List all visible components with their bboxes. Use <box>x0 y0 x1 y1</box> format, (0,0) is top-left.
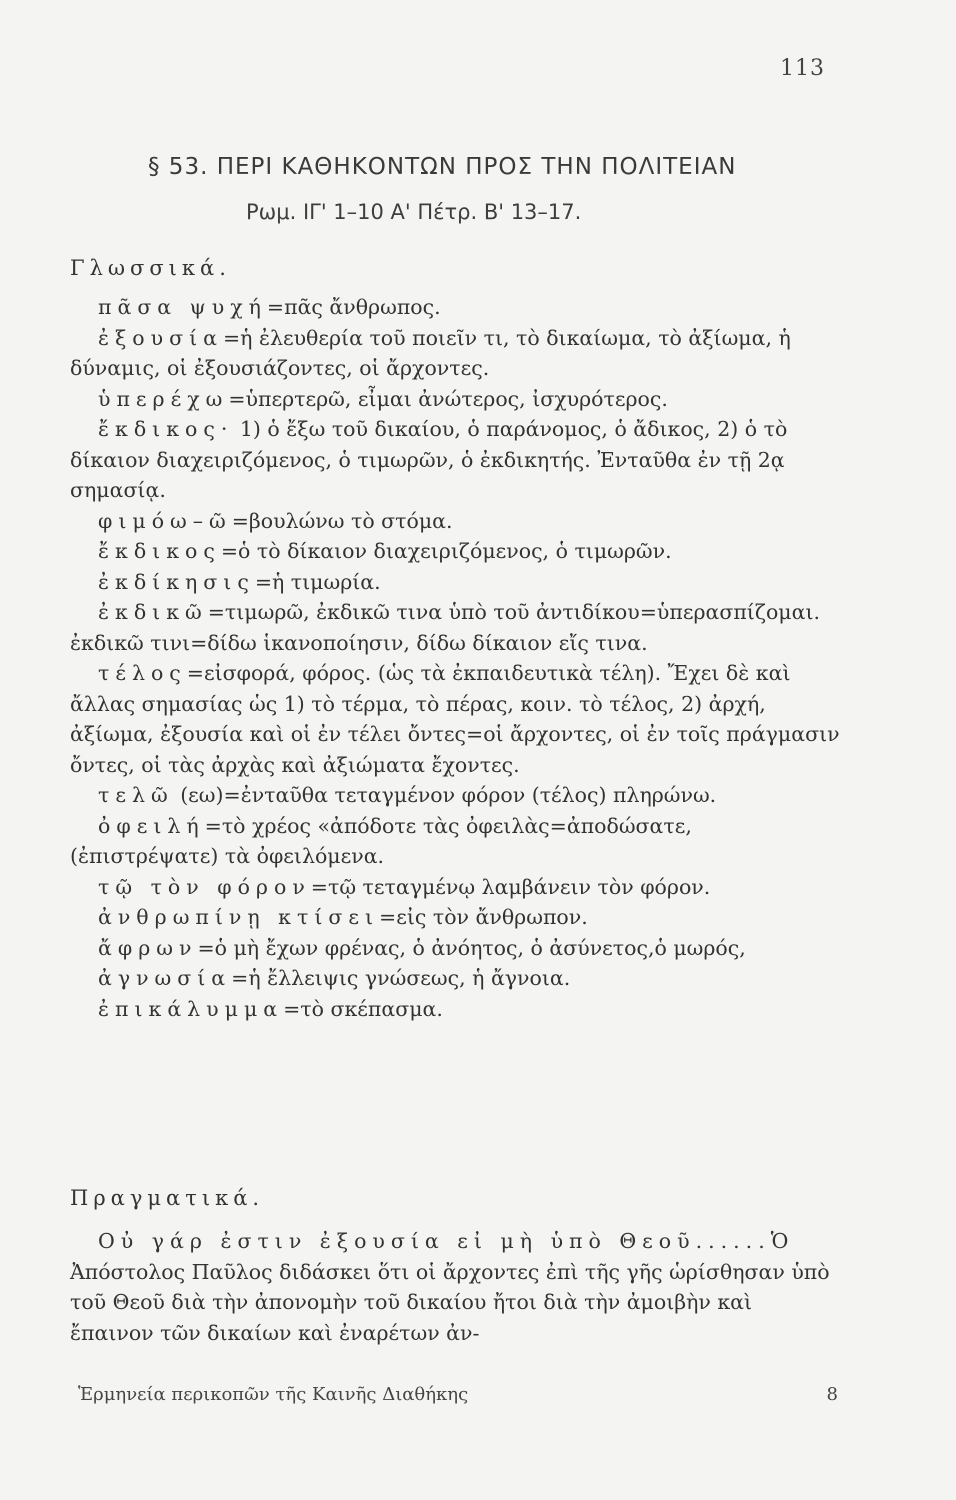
glossary-entry <box>70 933 840 964</box>
page-footer <box>78 1384 838 1405</box>
paragraph-body: Ὁ Ἀπόστολος Παῦλος διδάσκει ὅτι οἱ ἄρχοντες ἐπὶ τῆς γῆς ὡρίσθησαν ὑπὸ τοῦ Θεοῦ διὰ τὴν ἀπονομὴν τοῦ δικαίου ἤτοι διὰ τὴν ἀμοιβὴν καὶ ἔπαινον τῶν δικαίων καὶ ἐναρέτων ἀν- <box>70 1229 830 1345</box>
glossary-definition: =εἰς τὸν ἄνθρωπον. <box>379 905 588 929</box>
glossary-term: πᾶσα ψυχή <box>98 295 267 319</box>
glossary-definition: 1) ὁ ἔξω τοῦ δικαίου, ὁ παράνομος, ὁ ἄδικος, 2) ὁ τὸ δίκαιον διαχειριζόμενος, ὁ τιμωρῶν, ὁ ἐκδικητής. Ἐνταῦθα ἐν τῇ 2ᾳ σημασίᾳ. <box>70 417 788 502</box>
glossary-entry <box>70 872 840 903</box>
glossary-entry <box>70 994 840 1025</box>
glossary-definition: =βουλώνω τὸ στόμα. <box>231 508 453 533</box>
glossary-entry <box>70 658 840 780</box>
glossary-term: τέλος <box>98 661 187 685</box>
glossary-entry <box>70 292 840 323</box>
glossary-definition: =ὁ μὴ ἔχων φρένας, ὁ ἀνόητος, ὁ ἀσύνετος,ὁ μωρός, <box>197 935 746 960</box>
glossary-definition: =ἡ ἐλευθερία τοῦ ποιεῖν τι, τὸ δικαίωμα, τὸ ἀξίωμα, ἡ δύναμις, οἱ ἐξουσιάζοντες, οἱ ἄρχοντες. <box>70 325 791 380</box>
glossary-definition: =ἡ τιμωρία. <box>254 569 381 594</box>
glossary-definition: =τιμωρῶ, ἐκδικῶ τινα ὑπὸ τοῦ ἀντιδίκου=ὑπερασπίζομαι. ἐκδικῶ τινι=δίδω ἱκανοποίησιν, δίδω δίκαιον εἴς τινα. <box>70 600 821 655</box>
section-title-linguistic: Γλωσσικά. <box>70 256 231 280</box>
glossary-entry <box>70 963 840 994</box>
scripture-reference: Ρωμ. ΙΓ' 1–10 Α' Πέτρ. Β' 13–17. <box>246 200 582 224</box>
glossary-entry <box>70 536 840 567</box>
signature-mark: 8 <box>826 1384 838 1405</box>
glossary-term: ἔκδικος <box>98 539 221 563</box>
glossary-definition: =τῷ τεταγμένῳ λαμβάνειν τὸν φόρον. <box>310 874 711 899</box>
glossary-term: ἐπικάλυμμα <box>98 996 284 1021</box>
factual-paragraph <box>70 1226 840 1348</box>
paragraph-text <box>70 1226 840 1348</box>
glossary-definition: =ἡ ἔλλειψις γνώσεως, ἡ ἄγνοια. <box>231 966 571 990</box>
glossary-term: ἐκδίκησις <box>98 569 255 594</box>
glossary-term: τελῶ <box>98 783 174 807</box>
glossary-entry <box>70 780 840 811</box>
section-heading: § 53. ΠΕΡΙ ΚΑΘΗΚΟΝΤΩΝ ΠΡΟΣ ΤΗΝ ΠΟΛΙΤΕΙΑΝ <box>148 154 737 180</box>
page-number: 113 <box>780 56 825 81</box>
glossary-definition: =τὸ χρέος «ἀπόδοτε τὰς ὀφειλὰς=ἀποδώσατε, (ἐπιστρέψατε) τὰ ὀφειλόμενα. <box>70 813 692 868</box>
glossary-entry <box>70 597 840 658</box>
glossary-list <box>70 292 840 1024</box>
glossary-term: ἀνθρωπίνῃ κτίσει <box>98 905 380 929</box>
glossary-term: ἐκδικῶ <box>98 600 208 624</box>
glossary-term: ἐξουσία <box>98 325 223 350</box>
glossary-definition: =πᾶς ἄνθρωπος. <box>266 295 441 319</box>
glossary-term: ὀφειλή <box>98 813 205 838</box>
glossary-entry <box>70 811 840 872</box>
glossary-term: τῷ τὸν φόρον <box>98 874 311 899</box>
glossary-definition: =τὸ σκέπασμα. <box>283 996 443 1021</box>
glossary-definition: (εω)=ἐνταῦθα τεταγμένον φόρον (τέλος) πληρώνω. <box>173 783 717 807</box>
glossary-entry <box>70 567 840 598</box>
glossary-term: ἀγνωσία <box>98 966 232 990</box>
glossary-term: ἄφρων <box>98 935 198 960</box>
footer-title: Ἑρμηνεία περικοπῶν τῆς Καινῆς Διαθήκης <box>78 1384 469 1405</box>
glossary-term: ἔκδικος· <box>98 417 234 441</box>
glossary-term: φιμόω–ῶ <box>98 508 232 533</box>
glossary-definition: =ὑπερτερῶ, εἶμαι ἀνώτερος, ἰσχυρότερος. <box>228 386 668 411</box>
paragraph-lead: Οὐ γάρ ἐστιν ἐξουσία εἰ μὴ ὑπὸ Θεοῦ...... <box>98 1229 771 1253</box>
glossary-entry <box>70 384 840 415</box>
glossary-entry <box>70 902 840 933</box>
glossary-entry <box>70 506 840 537</box>
glossary-entry <box>70 414 840 506</box>
section-title-factual: Πραγματικά. <box>70 1186 265 1210</box>
glossary-term: ὑπερέχω <box>98 386 229 411</box>
glossary-entry <box>70 323 840 384</box>
glossary-definition: =ὁ τὸ δίκαιον διαχειριζόμενος, ὁ τιμωρῶν. <box>220 539 672 563</box>
glossary-definition: =εἰσφορά, φόρος. (ὡς τὰ ἐκπαιδευτικὰ τέλη). Ἔχει δὲ καὶ ἄλλας σημασίας ὡς 1) τὸ τέρμα, τὸ πέρας, κοιν. τὸ τέλος, 2) ἀρχή, ἀξίωμα, ἐξουσία καὶ οἱ ἐν τέλει ὄντες=οἱ ἄρχοντες, οἱ ἐν τοῖς πράγμασιν ὄντες, οἱ τὰς ἀρχὰς καὶ ἀξιώματα ἔχοντες. <box>70 661 840 777</box>
